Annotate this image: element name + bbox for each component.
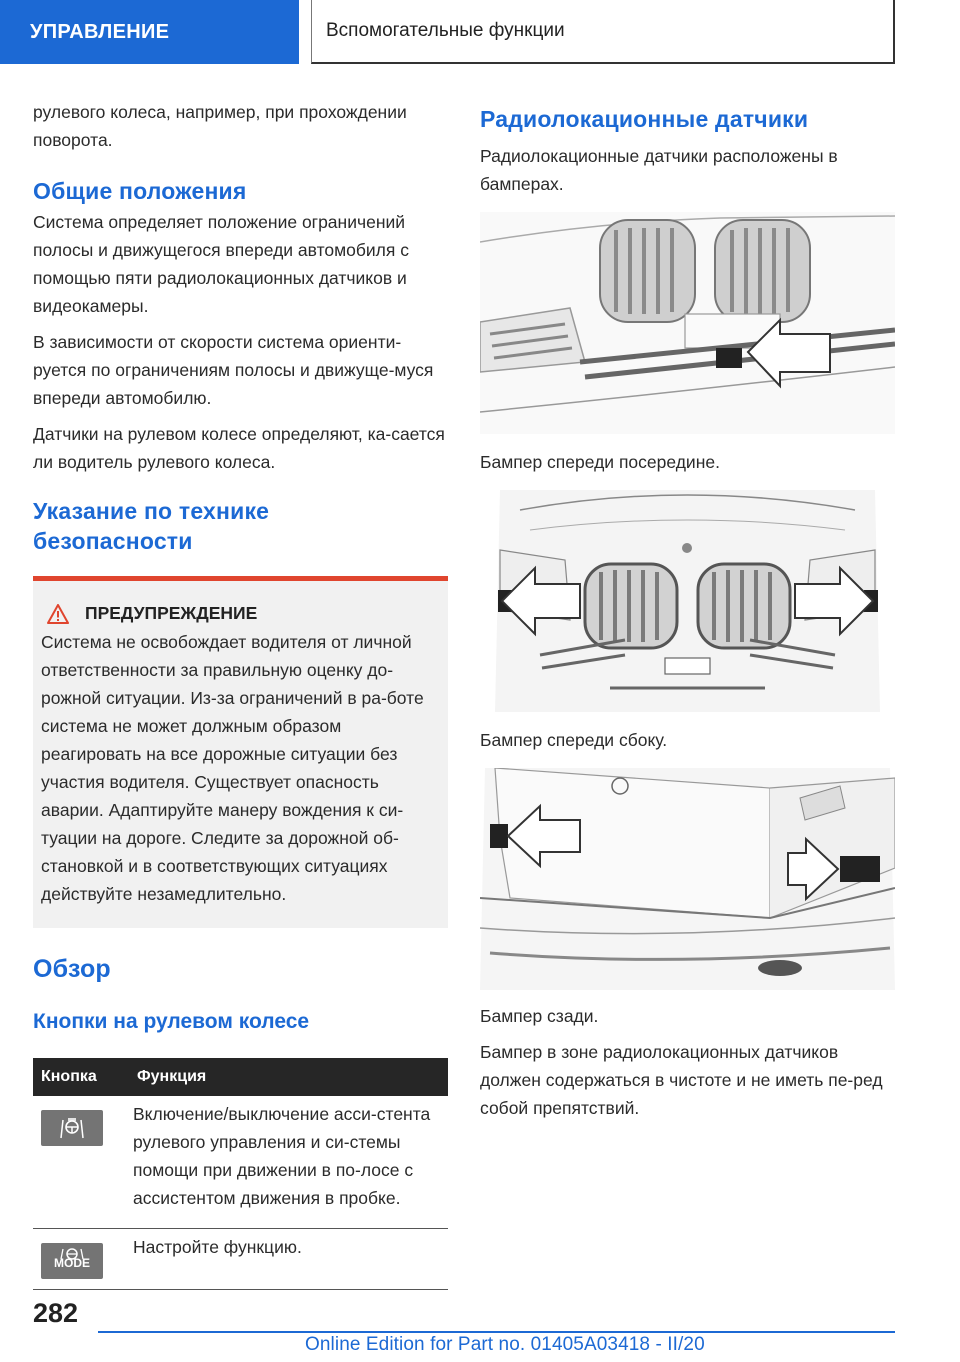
left-column [33,98,448,1290]
column-header-button: Кнопка [33,1058,129,1096]
edition-footer: Online Edition for Part no. 01405A03418 - II/20 [305,1334,705,1355]
chapter-tab [311,0,895,64]
mode-label: MODE [54,1256,90,1270]
radar-paragraph: Радиолокационные датчики расположены в бамперах. [480,146,838,194]
buttons-heading: Кнопки на рулевом колесе [33,1010,310,1033]
general-heading: Общие положения [33,178,247,204]
overview-heading: Обзор [33,955,111,983]
general-paragraph-3: Датчики на рулевом колесе определяют, ка-сается ли водитель рулевого колеса. [33,424,445,472]
warning-header [41,603,438,624]
chapter-title: Вспомогательные функции [326,20,565,41]
right-column [480,98,895,1130]
safety-heading: Указание по технике безопасности [33,498,270,554]
button-cell [33,1229,129,1290]
radar-sensor [716,348,742,368]
table-row [33,1096,448,1229]
figure-1-caption: Бампер спереди посередине. [480,452,720,472]
function-cell: Включение/выключение асси-стента рулевого управления и си-стемы помощи при движении в по-лосе с ассистентом движения в пробке. [129,1096,448,1229]
front-side-bumper-figure [480,490,895,712]
function-cell: Настройте функцию. [129,1229,448,1290]
table-header-row [33,1058,448,1096]
warning-box [33,576,448,928]
table-row [33,1229,448,1290]
intro-paragraph: рулевого колеса, например, при прохождении поворота. [33,102,407,150]
right-radar-sensor [840,856,880,882]
steering-mode-icon [41,1243,103,1279]
warning-label: ПРЕДУПРЕЖДЕНИЕ [85,603,258,623]
rear-bumper-figure [480,768,895,990]
steering-assist-icon [41,1110,103,1146]
radar-heading: Радиолокационные датчики [480,106,809,132]
closing-paragraph: Бампер в зоне радиолокационных датчиков должен содержаться в чистоте и не иметь пе-ред собой препятствий. [480,1042,883,1118]
footer-divider [98,1331,895,1333]
warning-text: Система не освобождает водителя от личной ответственности за правильную оценку до-рожной ситуации. Из-за ограничений в ра-боте система не может должным образом реагировать на все дорожные ситуации без участия водителя. Существует опасность аварии. Адаптируйте манеру вождения к си-туации на дороге. Следите за дорожной об-становкой и в соответствующих ситуациях действуйте незамедлительно. [41,632,424,904]
figure-3-caption: Бампер сзади. [480,1006,599,1026]
section-tab [0,0,299,64]
button-cell [33,1096,129,1229]
left-radar-sensor [490,824,508,848]
page-number: 282 [33,1298,79,1328]
column-header-function: Функция [129,1058,448,1096]
general-paragraph-1: Система определяет положение ограничений полосы и движущегося впереди автомобиля с помощью пяти радиолокационных датчиков и видеокамеры. [33,212,409,316]
section-title: УПРАВЛЕНИЕ [30,20,170,43]
figure-2-caption: Бампер спереди сбоку. [480,730,668,750]
warning-triangle-icon [47,604,69,624]
buttons-table [33,1058,448,1290]
front-center-bumper-figure [480,212,895,434]
general-paragraph-2: В зависимости от скорости система ориенти-руется по ограничениям полосы и движуще-муся впереди автомобилю. [33,332,434,408]
